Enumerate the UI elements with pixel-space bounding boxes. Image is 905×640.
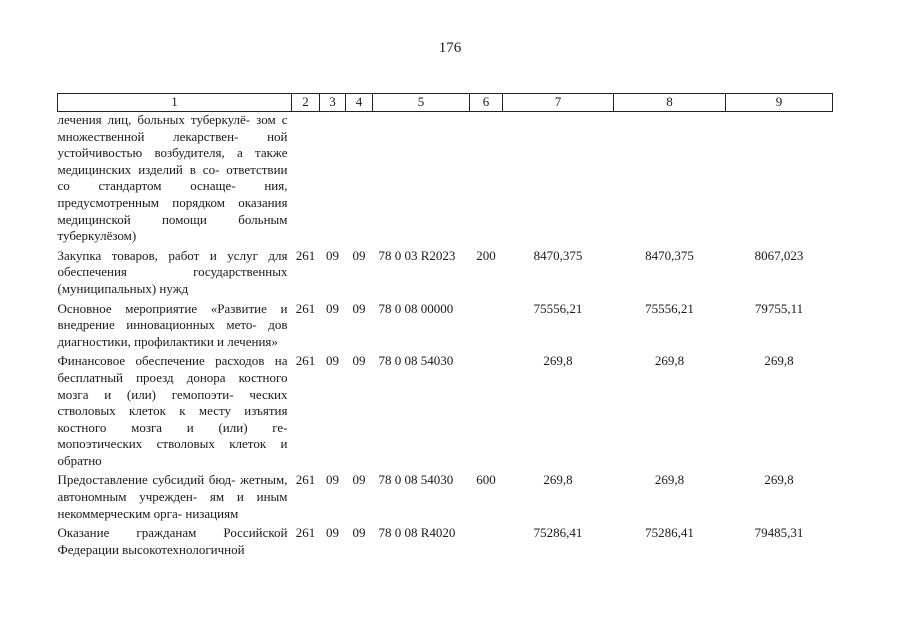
row-amount-col7: 8470,375 [533,247,583,263]
row-expense-type: 200 [476,247,496,263]
row-ministry-code [292,112,320,245]
row-target-code: 78 0 08 00000 [378,300,454,316]
row-subsection: 09 [352,300,366,316]
row-amount-col7 [503,112,614,245]
row-amount-col7: 75556,21 [533,300,583,316]
row-expense-type [470,298,503,351]
table-row [58,469,833,522]
row-subsection: 09 [352,247,366,263]
table-row [58,350,833,469]
row-target-code: 78 0 03 R2023 [378,247,456,263]
column-header-6: 6 [470,94,503,112]
row-amount-col9: 269,8 [764,353,794,369]
row-name: Закупка товаров, работ и услуг для обеспечения государственных (муниципальных) нужд [57,247,288,296]
row-name: Основное мероприятие «Развитие и внедрение инновационных мето- дов диагностики, профилактики и лечения» [57,300,288,349]
row-name: Предоставление субсидий бюд- жетным, автономным учрежден- ям и иным некоммерческим орга- низациям [57,472,288,521]
row-amount-col9: 269,8 [764,472,794,488]
column-header-7: 7 [503,94,614,112]
row-amount-col8: 269,8 [654,353,685,369]
row-amount-col9 [726,112,833,245]
column-header-3: 3 [320,94,346,112]
row-amount-col8: 75286,41 [645,525,694,541]
row-section: 09 [326,247,339,263]
table-row [58,112,833,245]
row-subsection: 09 [352,472,366,488]
row-amount-col8: 269,8 [654,472,685,488]
table-row [58,522,833,558]
row-amount-col7: 269,8 [543,472,573,488]
column-header-5: 5 [373,94,470,112]
budget-table [57,93,833,558]
row-amount-col8 [614,112,726,245]
row-section: 09 [326,353,339,369]
row-amount-col8: 8470,375 [645,247,694,263]
row-name: Финансовое обеспечение расходов на бесплатный проезд донора костного мозга и (или) гемопоэти- ческих стволовых клеток к месту изъятия костного мозга и (или) ге- мопоэтических стволовых клеток и обратно [57,353,288,468]
row-name: лечения лиц, больных туберкулё- зом с множественной лекарствен- ной устойчивостью возбудителя, а также медицинских изделий в со- ответствии со стандартом оснаще- ния, предусмотренным порядком оказания медицинской помощи больным туберкулёзом) [57,112,288,244]
row-subsection [346,112,373,245]
column-header-2: 2 [292,94,320,112]
row-amount-col7: 75286,41 [533,525,583,541]
row-section: 09 [326,525,339,541]
row-expense-type: 600 [476,472,496,488]
row-ministry-code: 261 [295,472,316,488]
table-row [58,298,833,351]
row-amount-col9: 79755,11 [754,300,804,316]
column-number-header-row [58,94,833,112]
row-target-code: 78 0 08 54030 [378,353,454,369]
row-expense-type [470,112,503,245]
row-ministry-code: 261 [295,525,316,541]
column-header-8: 8 [614,94,726,112]
row-amount-col9: 79485,31 [754,525,804,541]
row-section [320,112,346,245]
row-expense-type [470,350,503,469]
row-amount-col8: 75556,21 [645,300,694,316]
row-ministry-code: 261 [295,247,316,263]
row-ministry-code: 261 [295,300,316,316]
row-subsection: 09 [352,353,366,369]
row-section: 09 [326,300,339,316]
row-amount-col9: 8067,023 [754,247,804,263]
row-target-code: 78 0 08 54030 [378,472,454,488]
page-number: 176 [438,40,462,56]
column-header-9: 9 [726,94,833,112]
row-amount-col7: 269,8 [543,353,573,369]
table-row [58,245,833,298]
row-name: Оказание гражданам Российской Федерации высокотехнологичной [57,525,288,557]
column-header-4: 4 [346,94,373,112]
column-header-1: 1 [58,94,292,112]
row-subsection: 09 [352,525,366,541]
row-expense-type [470,522,503,558]
row-target-code [373,112,470,245]
row-section: 09 [326,472,339,488]
row-target-code: 78 0 08 R4020 [378,525,456,541]
row-ministry-code: 261 [295,353,316,369]
